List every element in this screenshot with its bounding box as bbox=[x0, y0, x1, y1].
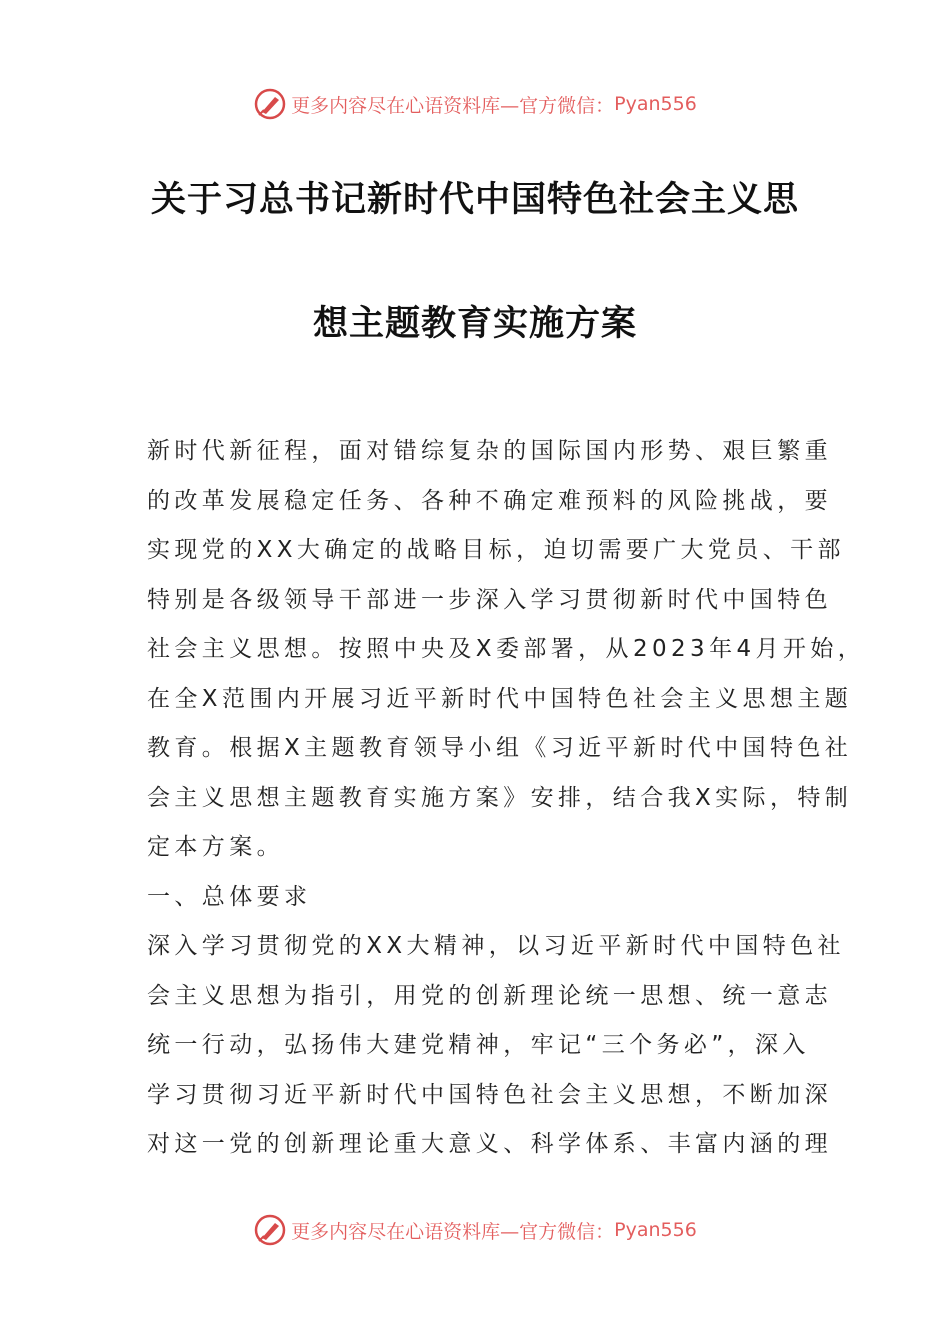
pen-nib-logo-icon bbox=[253, 1213, 287, 1247]
body-line: 社会主义思想。按照中央及X委部署，从2023年4月开始， bbox=[147, 636, 866, 662]
document-body bbox=[147, 427, 866, 1170]
body-line: 定本方案。 bbox=[147, 834, 284, 860]
body-line: 学习贯彻习近平新时代中国特色社会主义思想，不断加深 bbox=[147, 1081, 832, 1108]
body-line: 的改革发展稳定任务、各种不确定难预料的风险挑战，要 bbox=[147, 487, 832, 514]
body-line: 统一行动，弘扬伟大建党精神，牢记“三个务必”，深入 bbox=[147, 1032, 810, 1058]
body-line: 实现党的XX大确定的战略目标，迫切需要广大党员、干部 bbox=[147, 537, 845, 563]
pen-nib-logo-icon bbox=[253, 87, 287, 121]
document-title-line-2: 想主题教育实施方案 bbox=[312, 304, 637, 344]
body-line: 对这一党的创新理论重大意义、科学体系、丰富内涵的理 bbox=[147, 1131, 832, 1157]
watermark-wechat-id: Pyan556 bbox=[614, 93, 697, 115]
body-line: 会主义思想主题教育实施方案》安排，结合我X实际，特制 bbox=[147, 784, 853, 811]
body-line: 在全X范围内开展习近平新时代中国特色社会主义思想主题 bbox=[147, 685, 853, 712]
watermark-text: 更多内容尽在心语资料库—官方微信： bbox=[291, 1220, 615, 1243]
body-line: 会主义思想为指引，用党的创新理论统一思想、统一意志 bbox=[147, 982, 832, 1009]
body-line: 教育。根据X主题教育领导小组《习近平新时代中国特色社 bbox=[147, 735, 853, 761]
watermark-text: 更多内容尽在心语资料库—官方微信： bbox=[291, 94, 615, 117]
body-line: 特别是各级领导干部进一步深入学习贯彻新时代中国特色 bbox=[147, 586, 832, 613]
body-line: 深入学习贯彻党的XX大精神，以习近平新时代中国特色社 bbox=[147, 933, 845, 959]
document-title-line-1: 关于习总书记新时代中国特色社会主义思 bbox=[150, 180, 799, 220]
section-heading: 一、总体要求 bbox=[147, 883, 312, 910]
watermark-banner-bottom bbox=[0, 1210, 950, 1250]
watermark-banner-top bbox=[0, 84, 950, 124]
body-line: 新时代新征程，面对错综复杂的国际国内形势、艰巨繁重 bbox=[147, 438, 832, 464]
watermark-wechat-id: Pyan556 bbox=[614, 1219, 697, 1241]
